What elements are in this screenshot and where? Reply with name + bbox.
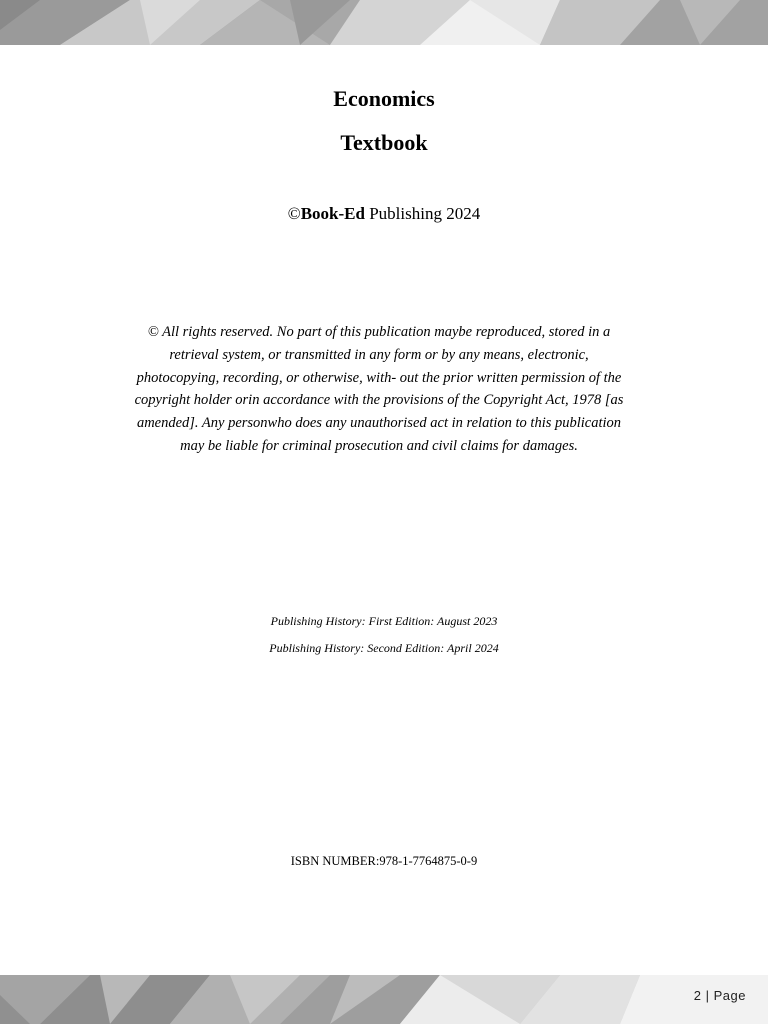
publisher-name: Book-Ed bbox=[300, 204, 365, 223]
publisher-suffix: Publishing 2024 bbox=[364, 204, 481, 223]
page-number: 2 | Page bbox=[693, 988, 746, 1003]
footer-decorative-band bbox=[0, 975, 768, 1024]
isbn-number: ISBN NUMBER:978-1-7764875-0-9 bbox=[290, 854, 478, 868]
publishing-history-first: Publishing History: First Edition: August 2023 bbox=[270, 614, 498, 628]
rights-notice: © All rights reserved. No part of this publication maybe reproduced, stored in a retrieval system, or transmitted in any form or by any means, electronic, photocopying, recording, or otherwise, with- out the prior written permission of the copyright holder orin accordance with the provisions of the Copyright Act, 1978 [as amended]. Any personwho does any unauthorised act in relation to this publication may be liable for criminal prosecution and civil claims for damages. bbox=[134, 324, 624, 454]
header-decorative-band bbox=[0, 0, 768, 45]
geometric-pattern-icon bbox=[0, 975, 768, 1024]
copyright-line bbox=[0, 203, 768, 225]
book-title-line-1: Economics bbox=[333, 86, 435, 111]
copyright-symbol: © bbox=[287, 204, 301, 223]
geometric-pattern-icon bbox=[0, 0, 768, 45]
publishing-history-second: Publishing History: Second Edition: April 2024 bbox=[269, 641, 499, 655]
book-title-line-2: Textbook bbox=[340, 130, 428, 155]
